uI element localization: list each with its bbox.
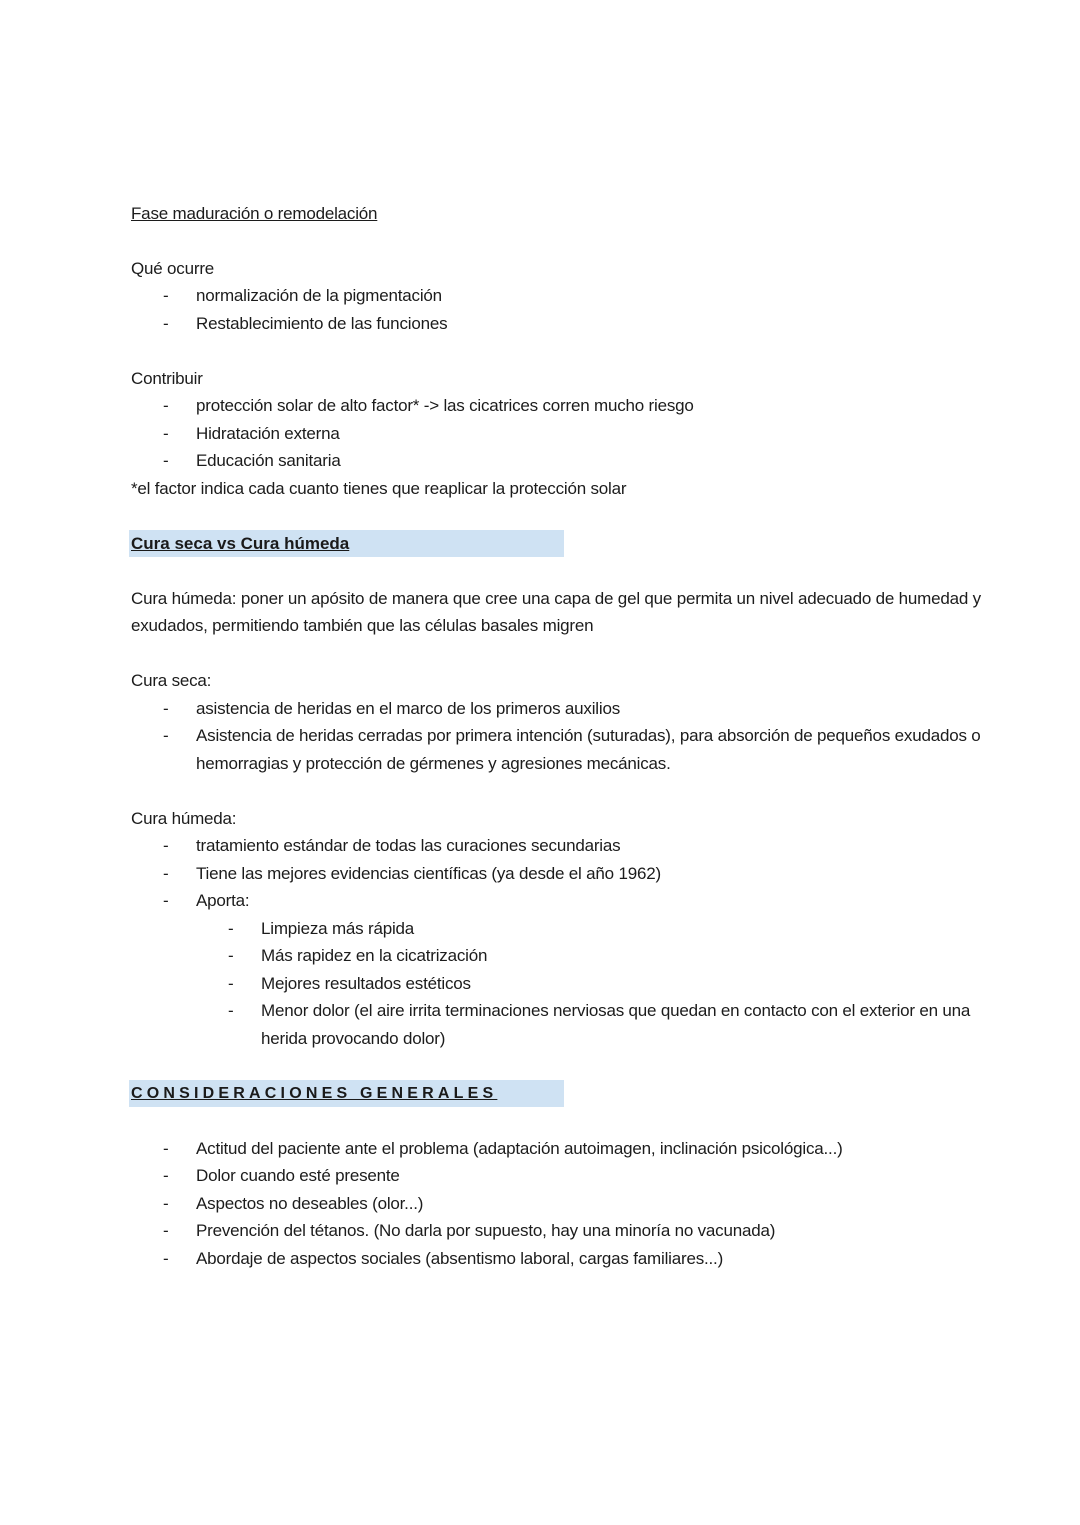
sub-list-item: Menor dolor (el aire irrita terminaciones nerviosas que quedan en contacto con el exterior en una [261,1001,971,1020]
sub-list-item: Mejores resultados estéticos [261,974,471,993]
cura-humeda-label: Cura húmeda: [131,809,237,828]
bullet-dash: - [163,1221,169,1240]
list-item: Educación sanitaria [196,451,341,470]
list-item: Dolor cuando esté presente [196,1166,400,1185]
bullet-dash: - [163,1194,169,1213]
que-ocurre-label: Qué ocurre [131,259,215,278]
list-item: Restablecimiento de las funciones [196,314,448,333]
contribuir-label: Contribuir [131,369,203,388]
bullet-dash: - [163,424,169,443]
bullet-dash: - [163,451,169,470]
list-item-continuation: hemorragias y protección de gérmenes y agresiones mecánicas. [196,754,671,773]
section-title-consideraciones: CONSIDERACIONES GENERALES [131,1085,498,1102]
list-item: Hidratación externa [196,424,340,443]
bullet-dash: - [163,699,169,718]
list-item: normalización de la pigmentación [196,286,442,305]
section-heading-maduracion: Fase maduración o remodelación [131,204,378,223]
sub-list-item: Limpieza más rápida [261,919,415,938]
bullet-dash: - [228,974,234,993]
bullet-dash: - [163,396,169,415]
bullet-dash: - [163,726,169,745]
bullet-dash: - [163,891,169,910]
section-title-cura: Cura seca vs Cura húmeda [131,534,350,553]
bullet-dash: - [228,919,234,938]
bullet-dash: - [228,946,234,965]
list-item: Asistencia de heridas cerradas por primera intención (suturadas), para absorción de pequeños exudados o [196,726,981,745]
bullet-dash: - [163,1166,169,1185]
bullet-dash: - [163,314,169,333]
list-item: Actitud del paciente ante el problema (adaptación autoimagen, inclinación psicológica...) [196,1139,843,1158]
bullet-dash: - [163,836,169,855]
bullet-dash: - [228,1001,234,1020]
sub-list-item: Más rapidez en la cicatrización [261,946,488,965]
bullet-dash: - [163,1139,169,1158]
bullet-dash: - [163,864,169,883]
list-item: Tiene las mejores evidencias científicas (ya desde el año 1962) [196,864,661,883]
bullet-dash: - [163,286,169,305]
cura-seca-label: Cura seca: [131,671,212,690]
list-item: tratamiento estándar de todas las curaciones secundarias [196,836,621,855]
list-item: Abordaje de aspectos sociales (absentismo laboral, cargas familiares...) [196,1249,724,1268]
list-item: Aporta: [196,891,250,910]
footnote: *el factor indica cada cuanto tienes que reaplicar la protección solar [131,479,627,498]
list-item: Aspectos no deseables (olor...) [196,1194,424,1213]
sub-list-item-continuation: herida provocando dolor) [261,1029,446,1048]
cura-humeda-definition-line-1: Cura húmeda: poner un apósito de manera que cree una capa de gel que permita un nivel adecuado de humedad y [131,589,981,608]
list-item: protección solar de alto factor* -> las cicatrices corren mucho riesgo [196,396,694,415]
list-item: asistencia de heridas en el marco de los primeros auxilios [196,699,621,718]
cura-humeda-definition-line-2: exudados, permitiendo también que las células basales migren [131,616,594,635]
list-item: Prevención del tétanos. (No darla por supuesto, hay una minoría no vacunada) [196,1221,776,1240]
bullet-dash: - [163,1249,169,1268]
